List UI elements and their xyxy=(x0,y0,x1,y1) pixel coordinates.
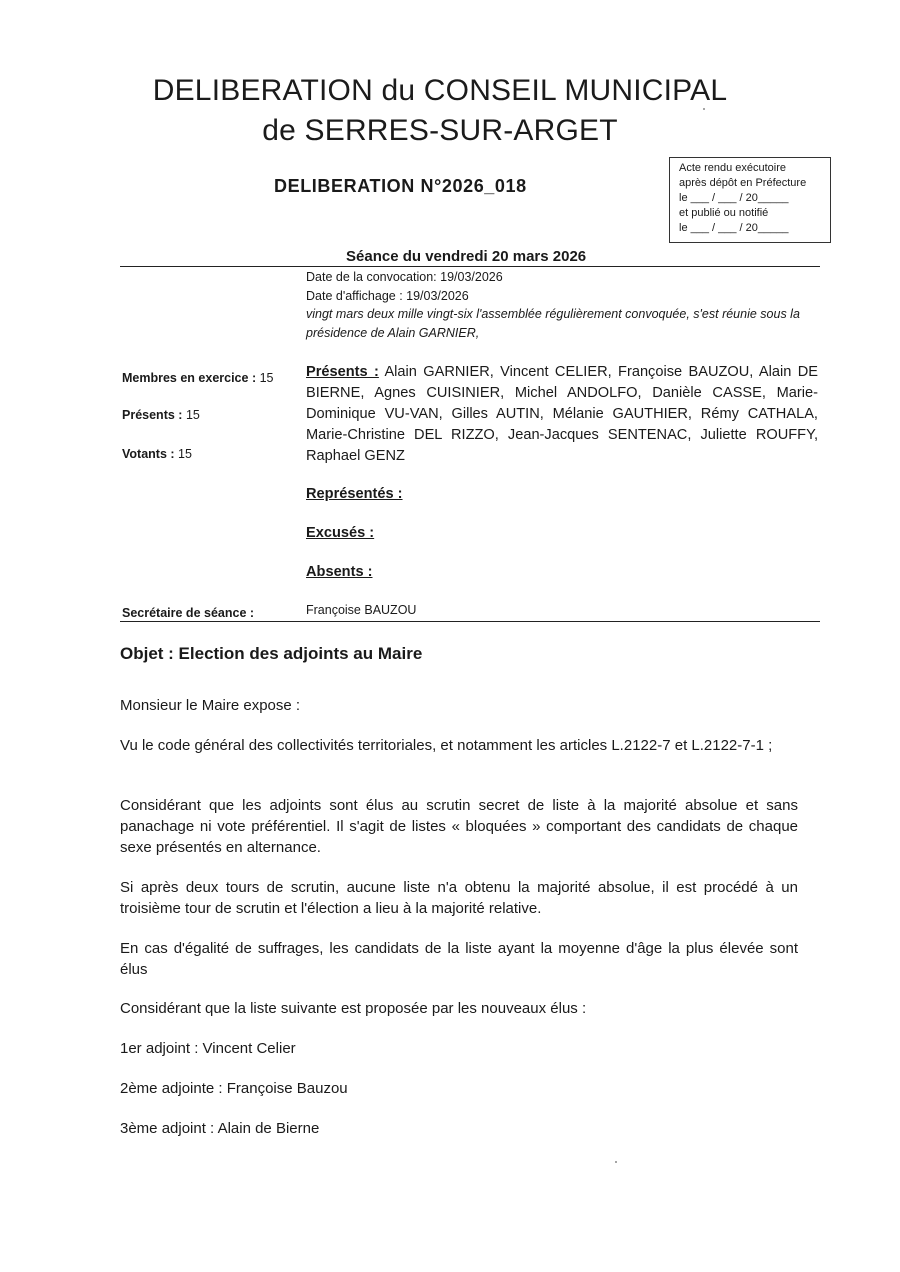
representes-heading: Représentés : xyxy=(306,486,403,502)
bottom-divider xyxy=(120,621,820,622)
paragraph-expose: Monsieur le Maire expose : xyxy=(120,697,301,714)
membres-value: 15 xyxy=(259,371,274,385)
votants-label: Votants : xyxy=(122,447,175,461)
absents-heading: Absents : xyxy=(306,564,373,580)
adjoint-2: 2ème adjointe : Françoise Bauzou xyxy=(120,1080,348,1097)
stamp-line: le ___ / ___ / 20_____ xyxy=(679,222,789,234)
convocation-date: Date de la convocation: 19/03/2026 xyxy=(306,270,503,284)
membres-en-exercice xyxy=(122,371,274,385)
objet-title: Objet : Election des adjoints au Maire xyxy=(120,644,423,663)
scan-speck xyxy=(703,108,705,110)
stamp-line: après dépôt en Préfecture xyxy=(679,177,807,189)
seance-title: Séance du vendredi 20 mars 2026 xyxy=(346,248,587,265)
paragraph-egalite: En cas d'égalité de suffrages, les candidats de la liste ayant la moyenne d'âge la plus élevée sont élus xyxy=(120,940,798,978)
affichage-date: Date d'affichage : 19/03/2026 xyxy=(306,289,469,303)
seance-intro: vingt mars deux mille vingt-six l'assemblée régulièrement convoquée, s'est réunie sous la présidence de Alain GARNIER, xyxy=(306,307,800,340)
votants-count xyxy=(122,447,192,461)
scan-speck xyxy=(615,1161,617,1163)
adjoint-3: 3ème adjoint : Alain de Bierne xyxy=(120,1120,320,1137)
presents-heading: Présents : xyxy=(306,364,379,380)
secretaire-value: Françoise BAUZOU xyxy=(306,603,417,617)
paragraph-tours: Si après deux tours de scrutin, aucune liste n'a obtenu la majorité absolue, il est procédé à un troisième tour de scrutin et l'élection a lieu à la majorité relative. xyxy=(120,879,798,917)
document-title-line2: de SERRES-SUR-ARGET xyxy=(262,114,618,147)
prefecture-stamp-box xyxy=(669,157,831,243)
paragraph-liste: Considérant que la liste suivante est proposée par les nouveaux élus : xyxy=(120,1000,587,1017)
presents-count-value: 15 xyxy=(185,408,200,422)
adjoint-1: 1er adjoint : Vincent Celier xyxy=(120,1040,296,1057)
stamp-line: le ___ / ___ / 20_____ xyxy=(679,192,789,204)
secretaire-label: Secrétaire de séance : xyxy=(122,606,255,620)
presents-list xyxy=(306,362,818,467)
deliberation-number: DELIBERATION N°2026_018 xyxy=(274,176,527,196)
excuses-heading: Excusés : xyxy=(306,525,375,541)
presents-count-label: Présents : xyxy=(122,408,183,422)
paragraph-vu: Vu le code général des collectivités territoriales, et notamment les articles L.2122-7 et L.2122-7-1 ; xyxy=(120,737,773,754)
document-title-line1: DELIBERATION du CONSEIL MUNICIPAL xyxy=(152,74,728,107)
membres-label: Membres en exercice : xyxy=(122,371,257,385)
presents-names: Alain GARNIER, Vincent CELIER, Françoise BAUZOU, Alain DE BIERNE, Agnes CUISINIER, Michel ANDOLFO, Danièle CASSE, Marie-Dominique VU-VAN, Gilles AUTIN, Mélanie GAUTHIER, Rémy CATHALA, Marie-Christine DEL RIZZO, Jean-Jacques SENTENAC, Juliette ROUFFY, Raphael GENZ xyxy=(306,364,818,464)
stamp-line: et publié ou notifié xyxy=(679,207,769,219)
paragraph-considerant-scrutin: Considérant que les adjoints sont élus au scrutin secret de liste à la majorité absolue et sans panachage ni vote préférentiel. Il s'agit de listes « bloquées » comportant des candidats de chaque sexe présentés en alternance. xyxy=(120,797,798,856)
top-divider xyxy=(120,266,820,267)
votants-value: 15 xyxy=(178,447,192,461)
stamp-line: Acte rendu exécutoire xyxy=(679,162,787,174)
presents-count xyxy=(122,408,200,422)
